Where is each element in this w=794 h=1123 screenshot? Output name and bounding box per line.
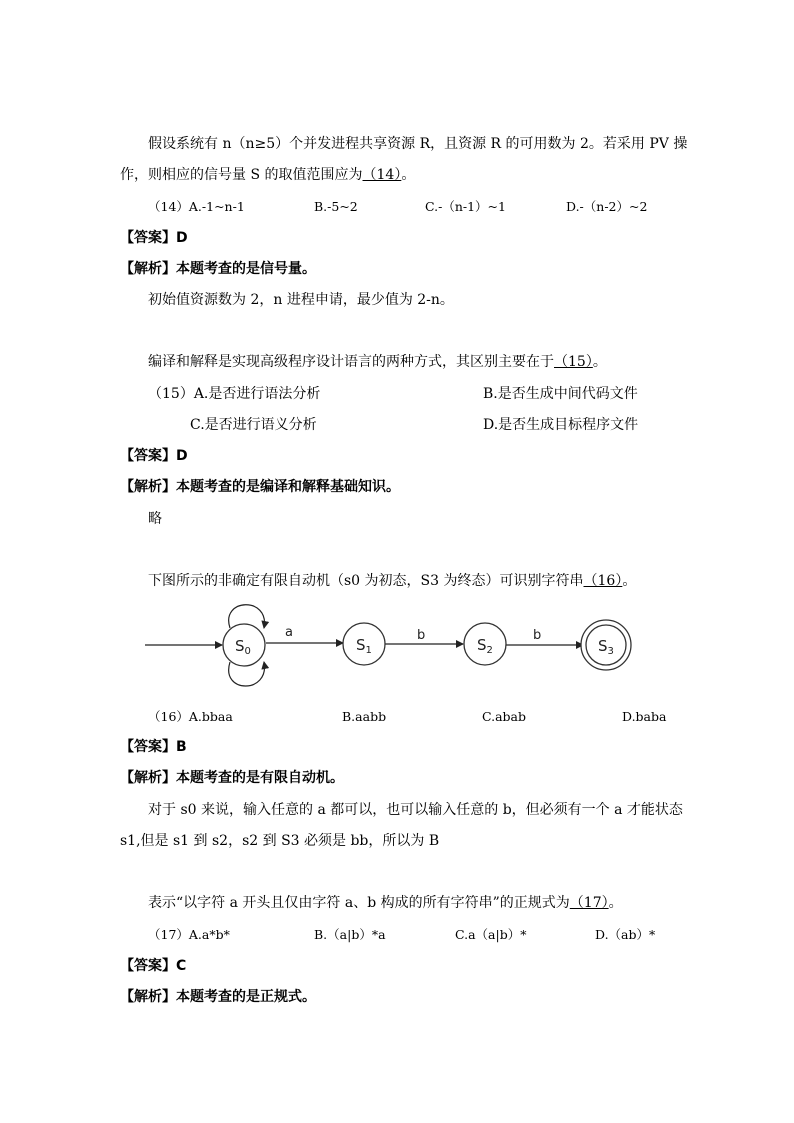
q16-blank: （16） [583,573,623,589]
q14-option-a: （14）A.-1~n-1 [148,199,245,214]
q15-option-d: D.是否生成目标程序文件 [483,417,639,433]
q16-analysis [120,769,344,787]
q14-stem-line1: 假设系统有 n（n≥5）个并发进程共享资源 R，且资源 R 的可用数为 2。若采用 PV 操 [148,136,688,152]
analysis-label: 【解析】 [120,770,176,786]
state-s1-subscript: 1 [365,645,372,656]
q14-analysis [120,260,316,278]
q15-stem-text: 编译和解释是实现高级程序设计语言的两种方式，其区别主要在于 [148,354,554,370]
analysis-text: 本题考查的是编译和解释基础知识。 [176,479,400,495]
transition-label-b1: b [417,628,426,643]
q14-option-b: B.-5~2 [314,199,358,214]
q15-answer [120,447,188,465]
q14-option-c: C.-（n-1）~1 [425,199,506,214]
q15-stem-end: 。 [592,354,607,370]
q14-stem-line2 [120,166,415,184]
q17-stem-text: 表示“以字符 a 开头且仅由字符 a、b 构成的所有字符串”的正规式为 [148,895,570,911]
state-s2-subscript: 2 [486,645,493,656]
state-s2-letter: S [477,636,487,654]
analysis-text: 本题考查的是有限自动机。 [176,770,344,786]
answer-value: B [176,739,187,755]
state-s0-letter: S [235,637,245,655]
nfa-diagram [140,598,650,698]
q15-analysis [120,478,400,496]
q16-stem-text: 下图所示的非确定有限自动机（s0 为初态，S3 为终态）可识别字符串 [148,573,584,589]
q14-stem-end: 。 [401,167,416,183]
state-s3-letter: S [598,637,608,655]
q14-option-d: D.-（n-2）~2 [566,199,648,214]
analysis-text: 本题考查的是信号量。 [176,261,316,277]
q15-option-b: B.是否生成中间代码文件 [483,386,638,402]
state-s3-final [581,620,631,670]
analysis-label: 【解析】 [120,479,176,495]
q15-option-a: （15）A.是否进行语法分析 [148,386,321,402]
transition-label-a: a [285,625,293,640]
q17-analysis [120,988,316,1006]
q14-answer [120,229,188,247]
q17-option-b: B.（a|b）*a [314,927,386,942]
q16-option-a: （16）A.bbaa [148,709,233,724]
q14-blank: （14） [362,167,402,183]
state-s1-letter: S [356,636,366,654]
q15-option-c: C.是否进行语义分析 [190,417,317,433]
state-s2 [464,623,506,665]
q17-option-a: （17）A.a*b* [148,927,230,942]
analysis-label: 【解析】 [120,261,176,277]
answer-value: C [176,958,187,974]
analysis-label: 【解析】 [120,989,176,1005]
state-s1 [343,623,385,665]
q17-stem [148,894,623,912]
q16-explanation-line2: s1,但是 s1 到 s2，s2 到 S3 必须是 bb，所以为 B [120,833,440,849]
q15-explanation: 略 [148,511,162,527]
q17-answer [120,957,186,975]
q17-stem-end: 。 [608,895,623,911]
q14-explanation: 初始值资源数为 2，n 进程申请，最少值为 2-n。 [148,292,454,308]
analysis-text: 本题考查的是正规式。 [176,989,316,1005]
q17-option-c: C.a（a|b）* [455,927,527,942]
q15-stem [148,353,607,371]
q16-stem [148,572,636,590]
answer-label: 【答案】 [120,230,176,246]
q17-option-d: D.（ab）* [595,927,656,942]
answer-label: 【答案】 [120,739,176,755]
answer-label: 【答案】 [120,958,176,974]
answer-value: D [176,230,188,246]
q16-explanation-line1: 对于 s0 来说，输入任意的 a 都可以，也可以输入任意的 b，但必须有一个 a 才能状态 [148,802,683,818]
q16-option-d: D.baba [622,709,667,724]
transition-label-b2: b [533,628,542,643]
state-s0-subscript: 0 [244,646,251,657]
answer-value: D [176,448,188,464]
state-s3-subscript: 3 [607,646,614,657]
q14-stem-text: 作，则相应的信号量 S 的取值范围应为 [120,167,363,183]
q16-option-b: B.aabb [342,709,387,724]
q17-blank: （17） [569,895,609,911]
state-s0 [223,624,265,666]
q16-option-c: C.abab [482,709,527,724]
q15-blank: （15） [554,354,593,370]
q16-stem-end: 。 [622,573,637,589]
answer-label: 【答案】 [120,448,176,464]
q16-answer [120,738,187,756]
